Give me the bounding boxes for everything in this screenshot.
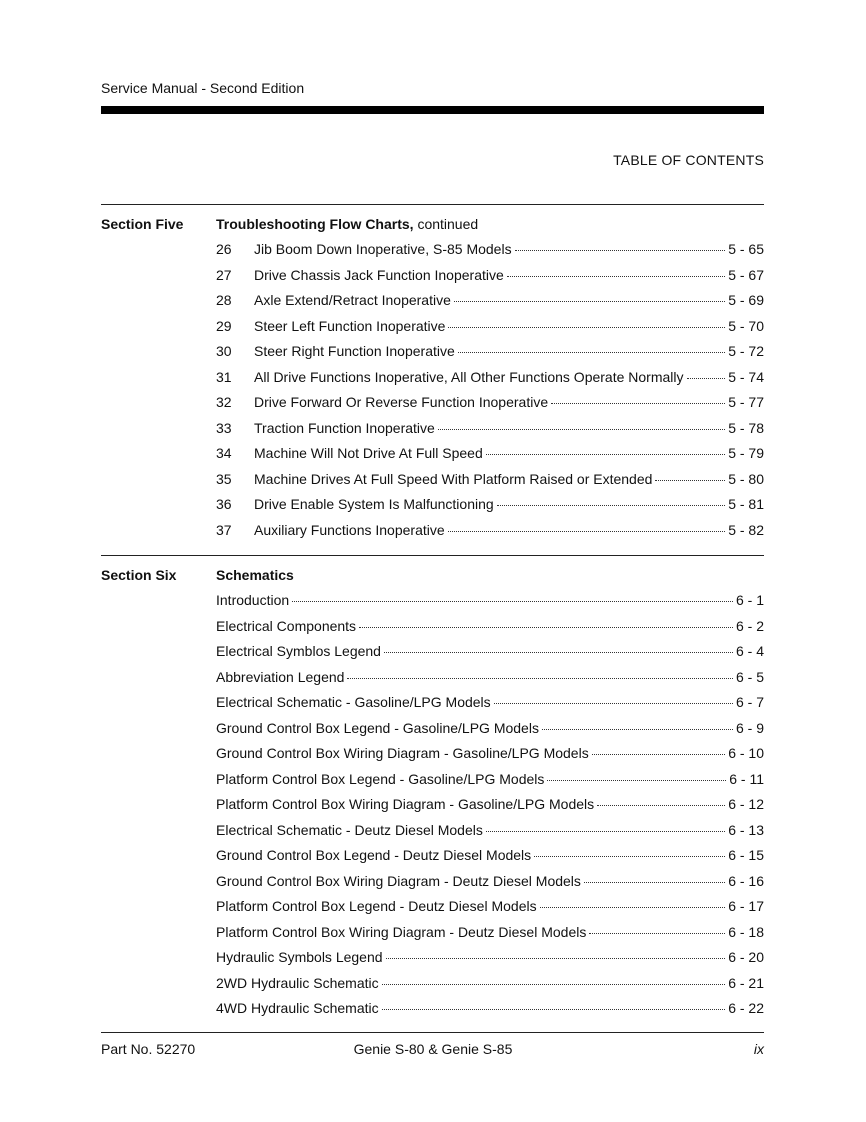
section-five-title xyxy=(216,216,478,232)
section-five-title-suffix: continued xyxy=(413,216,479,232)
toc-entry-page: 5 - 67 xyxy=(728,266,764,283)
toc-entry-number: 32 xyxy=(216,394,232,410)
toc-entry-page: 6 - 13 xyxy=(728,821,764,838)
toc-entry-title: All Drive Functions Inoperative, All Other Functions Operate Normally xyxy=(254,368,684,385)
toc-entry-page: 5 - 70 xyxy=(728,317,764,334)
toc-entry-title: 4WD Hydraulic Schematic xyxy=(216,1000,379,1016)
toc-entry[interactable] xyxy=(216,643,764,661)
toc-entry-page: 5 - 69 xyxy=(728,292,764,308)
toc-entry-page: 5 - 77 xyxy=(728,394,764,410)
footer-page-number: ix xyxy=(753,1041,764,1057)
toc-entry-title: Traction Function Inoperative xyxy=(254,419,435,436)
toc-entry-title: Axle Extend/Retract Inoperative xyxy=(254,292,451,308)
toc-entry-title: Ground Control Box Wiring Diagram - Deutz Diesel Models xyxy=(216,872,581,889)
toc-entry-number: 31 xyxy=(216,368,232,385)
toc-entry-page: 6 - 18 xyxy=(728,923,764,940)
toc-entry[interactable] xyxy=(216,318,764,336)
dot-leader xyxy=(655,479,725,481)
toc-entry[interactable] xyxy=(216,822,764,840)
dot-leader xyxy=(486,830,725,832)
toc-entry[interactable] xyxy=(216,1000,764,1018)
toc-entry-page: 6 - 21 xyxy=(728,974,764,991)
toc-entry-number: 35 xyxy=(216,470,232,487)
toc-entry-title: Auxiliary Functions Inoperative xyxy=(254,521,445,538)
toc-entry-page: 5 - 81 xyxy=(728,496,764,512)
toc-entry-page: 6 - 9 xyxy=(735,719,764,736)
section-six-title-bold: Schematics xyxy=(216,567,294,583)
dot-leader xyxy=(497,504,726,506)
dot-leader xyxy=(540,906,726,908)
toc-entry[interactable] xyxy=(216,522,764,540)
toc-entry-number: 29 xyxy=(216,317,232,334)
toc-entry-title: Steer Right Function Inoperative xyxy=(254,343,455,359)
toc-entry[interactable] xyxy=(216,592,764,610)
toc-entry[interactable] xyxy=(216,745,764,763)
section-six-title xyxy=(216,567,294,583)
toc-entry-title: Machine Drives At Full Speed With Platform Raised or Extended xyxy=(254,470,653,487)
toc-entry-page: 5 - 79 xyxy=(728,445,764,461)
toc-entry-number: 36 xyxy=(216,496,232,512)
toc-entry[interactable] xyxy=(216,949,764,967)
toc-entry-title: Platform Control Box Wiring Diagram - Deutz Diesel Models xyxy=(216,923,587,940)
header-rule xyxy=(101,106,764,114)
toc-entry-page: 6 - 5 xyxy=(735,668,764,685)
dot-leader xyxy=(486,453,725,455)
toc-entry-title: Jib Boom Down Inoperative, S-85 Models xyxy=(254,241,512,257)
dot-leader xyxy=(542,728,733,730)
toc-entry[interactable] xyxy=(216,771,764,789)
dot-leader xyxy=(592,753,725,755)
toc-entry-page: 6 - 2 xyxy=(735,617,764,634)
toc-entry[interactable] xyxy=(216,343,764,361)
toc-entry-page: 5 - 78 xyxy=(728,419,764,436)
toc-entry[interactable] xyxy=(216,496,764,514)
dot-leader xyxy=(458,351,725,353)
dot-leader xyxy=(292,600,733,602)
toc-entry-page: 5 - 65 xyxy=(728,241,764,257)
toc-entry-page: 6 - 11 xyxy=(729,770,764,787)
dot-leader xyxy=(382,1008,726,1010)
toc-entry[interactable] xyxy=(216,720,764,738)
header-title: Service Manual - Second Edition xyxy=(101,80,305,96)
toc-entry-page: 5 - 82 xyxy=(728,521,764,538)
toc-entry[interactable] xyxy=(216,241,764,259)
toc-entry[interactable] xyxy=(216,420,764,438)
toc-entry-title: Platform Control Box Legend - Deutz Diesel Models xyxy=(216,898,537,914)
dot-leader xyxy=(382,983,726,985)
dot-leader xyxy=(359,626,733,628)
dot-leader xyxy=(384,651,733,653)
toc-entry[interactable] xyxy=(216,445,764,463)
toc-entry[interactable] xyxy=(216,847,764,865)
section-divider xyxy=(101,555,764,556)
toc-entry-number: 30 xyxy=(216,343,232,359)
section-five-title-bold: Troubleshooting Flow Charts, xyxy=(216,216,414,232)
toc-entry-title: Ground Control Box Legend - Deutz Diesel Models xyxy=(216,847,532,863)
toc-entry-title: Abbreviation Legend xyxy=(216,668,345,685)
toc-title: TABLE OF CONTENTS xyxy=(613,152,764,168)
toc-entry-title: Electrical Symblos Legend xyxy=(216,643,381,659)
toc-entry-title: Drive Chassis Jack Function Inoperative xyxy=(254,266,504,283)
dot-leader xyxy=(386,957,726,959)
toc-entry-page: 6 - 17 xyxy=(728,898,764,914)
toc-entry[interactable] xyxy=(216,924,764,942)
toc-entry-title: Introduction xyxy=(216,592,290,608)
dot-leader xyxy=(507,275,725,277)
toc-entry[interactable] xyxy=(216,618,764,636)
toc-entry-page: 6 - 1 xyxy=(735,592,764,608)
toc-entry-title: Electrical Schematic - Gasoline/LPG Models xyxy=(216,694,491,710)
dot-leader xyxy=(589,932,725,934)
toc-entry-page: 6 - 4 xyxy=(735,643,764,659)
toc-entry-number: 34 xyxy=(216,445,232,461)
toc-entry[interactable] xyxy=(216,292,764,310)
toc-entry-number: 37 xyxy=(216,521,232,538)
toc-entry-page: 6 - 15 xyxy=(728,847,764,863)
toc-entry-title: Drive Forward Or Reverse Function Inoperative xyxy=(254,394,549,410)
toc-entry[interactable] xyxy=(216,873,764,891)
section-six-label: Section Six xyxy=(101,567,177,583)
toc-entry-title: Drive Enable System Is Malfunctioning xyxy=(254,496,494,512)
dot-leader xyxy=(515,249,726,251)
toc-entry-number: 27 xyxy=(216,266,232,283)
dot-leader xyxy=(448,530,726,532)
toc-entry-title: Ground Control Box Legend - Gasoline/LPG Models xyxy=(216,719,539,736)
toc-entry-title: Steer Left Function Inoperative xyxy=(254,317,446,334)
toc-entry[interactable] xyxy=(216,369,764,387)
dot-leader xyxy=(494,702,733,704)
section-divider xyxy=(101,204,764,205)
footer-part-number: Part No. 52270 xyxy=(101,1041,196,1057)
toc-entry-page: 6 - 20 xyxy=(728,949,764,965)
toc-entry-number: 28 xyxy=(216,292,232,308)
toc-entry-page: 6 - 7 xyxy=(735,694,764,710)
dot-leader xyxy=(547,779,726,781)
dot-leader xyxy=(534,855,725,857)
footer-model: Genie S-80 & Genie S-85 xyxy=(353,1041,513,1057)
toc-entry-title: Ground Control Box Wiring Diagram - Gasoline/LPG Models xyxy=(216,745,589,761)
toc-entry[interactable] xyxy=(216,975,764,993)
toc-entry-page: 6 - 22 xyxy=(728,1000,764,1016)
toc-entry-title: Electrical Schematic - Deutz Diesel Models xyxy=(216,821,483,838)
toc-entry-page: 6 - 16 xyxy=(728,872,764,889)
toc-entry[interactable] xyxy=(216,669,764,687)
toc-entry-page: 6 - 10 xyxy=(728,745,764,761)
dot-leader xyxy=(448,326,725,328)
toc-entry-title: Hydraulic Symbols Legend xyxy=(216,949,383,965)
toc-entry-title: Platform Control Box Legend - Gasoline/LPG Models xyxy=(216,770,545,787)
toc-entry-title: Machine Will Not Drive At Full Speed xyxy=(254,445,483,461)
dot-leader xyxy=(597,804,725,806)
dot-leader xyxy=(438,428,725,430)
dot-leader xyxy=(687,377,726,379)
section-five-label: Section Five xyxy=(101,216,184,232)
dot-leader xyxy=(551,402,725,404)
toc-entry-page: 5 - 72 xyxy=(728,343,764,359)
dot-leader xyxy=(347,677,733,679)
toc-entry-page: 5 - 74 xyxy=(728,368,764,385)
toc-entry[interactable] xyxy=(216,898,764,916)
dot-leader xyxy=(454,300,725,302)
toc-entry[interactable] xyxy=(216,267,764,285)
toc-entry[interactable] xyxy=(216,796,764,814)
toc-entry[interactable] xyxy=(216,471,764,489)
toc-entry-page: 6 - 12 xyxy=(728,796,764,812)
footer-rule xyxy=(101,1032,764,1033)
toc-entry-title: 2WD Hydraulic Schematic xyxy=(216,974,379,991)
toc-entry-number: 33 xyxy=(216,419,232,436)
toc-entry[interactable] xyxy=(216,394,764,412)
toc-entry-title: Electrical Components xyxy=(216,617,357,634)
dot-leader xyxy=(584,881,725,883)
toc-entry-number: 26 xyxy=(216,241,232,257)
toc-entry[interactable] xyxy=(216,694,764,712)
toc-entry-page: 5 - 80 xyxy=(728,470,764,487)
toc-entry-title: Platform Control Box Wiring Diagram - Gasoline/LPG Models xyxy=(216,796,595,812)
